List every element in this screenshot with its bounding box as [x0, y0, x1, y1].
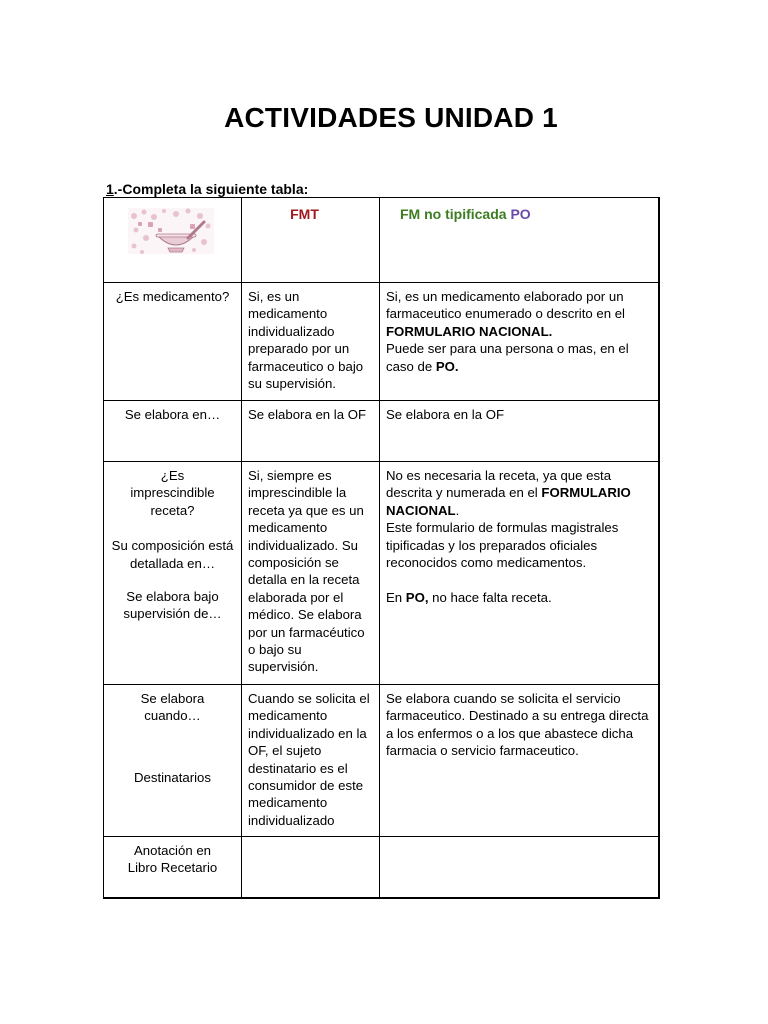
row-label-cell — [104, 283, 242, 401]
instruction-text: .-Completa la siguiente tabla: — [113, 181, 309, 197]
row-label-cell — [104, 685, 242, 837]
header-fmt — [242, 198, 380, 283]
header-fm — [380, 198, 659, 283]
fm-text-bold: PO, — [405, 589, 429, 605]
row-label: Se elabora cuando… — [140, 691, 205, 724]
fm-cell — [380, 685, 659, 837]
header-image-cell — [104, 198, 242, 283]
table-row — [104, 401, 659, 462]
fmt-cell — [242, 283, 380, 401]
fm-text-part: Si, es un medicamento elaborado por un farmaceutico enumerado o descrito en el — [386, 289, 625, 322]
fm-cell — [380, 401, 659, 462]
header-fmt-label: FMT — [290, 206, 319, 222]
fm-text — [380, 283, 658, 375]
fm-text-part: no hace falta receta. — [428, 589, 552, 605]
table-row — [104, 837, 659, 898]
row-label: ¿Es medicamento? — [115, 289, 230, 304]
fm-cell — [380, 283, 659, 401]
fmt-text: Se elabora en la OF — [248, 407, 367, 422]
table-row — [104, 685, 659, 837]
fmt-cell — [242, 685, 380, 837]
fmt-cell — [242, 462, 380, 685]
fm-text-part: Este formulario de formulas magistrales tipificadas y los preparados oficiales reconocidos como medicamentos. — [386, 520, 619, 571]
row-label: Su composición está detallada en… — [111, 538, 234, 571]
fm-text-part: Puede ser para una persona o mas, en el caso de — [386, 341, 629, 374]
instruction-number: 1 — [106, 181, 114, 197]
table-header-row — [104, 198, 659, 283]
fm-text-bold: FORMULARIO NACIONAL — [386, 485, 631, 518]
fm-cell — [380, 462, 659, 685]
fmt-cell — [242, 837, 380, 898]
page-title: ACTIVIDADES UNIDAD 1 — [224, 102, 558, 133]
row-label: Se elabora bajo supervisión de… — [123, 589, 222, 622]
fm-text-bold: FORMULARIO NACIONAL. — [386, 323, 553, 339]
row-label-cell — [104, 462, 242, 685]
fmt-cell — [242, 401, 380, 462]
fm-text — [380, 837, 658, 842]
fmt-text: Cuando se solicita el medicamento individualizado en la OF, el sujeto destinatario es el consumidor de este medicamento individualizado — [248, 691, 370, 828]
fm-text: Se elabora en la OF — [386, 407, 505, 422]
fmt-text: Si, siempre es imprescindible la receta ya que es un medicamento individualizado. Su composición se detalla en la receta elaborada por el médico. Se elabora por un farmacéutico o bajo su supervisión. — [248, 468, 365, 675]
row-label: Se elabora en… — [124, 407, 221, 422]
fm-text-part: . — [455, 502, 460, 518]
mortar-pestle-icon — [128, 208, 214, 254]
fm-cell — [380, 837, 659, 898]
fm-text-part: En — [386, 589, 406, 605]
fmt-text: Si, es un medicamento individualizado preparado por un farmaceutico o bajo su supervisión. — [248, 289, 364, 392]
row-label: ¿Es imprescindible receta? — [130, 468, 215, 518]
fm-text-bold: PO. — [435, 358, 459, 374]
fm-text: Se elabora cuando se solicita el servicio farmaceutico. Destinado a su entrega directa a los enfermos o a los que abastece dicha farmacia o servicio farmaceutico. — [386, 691, 649, 759]
comparison-table — [103, 197, 660, 899]
header-po-label: PO — [510, 206, 531, 222]
instruction — [106, 181, 308, 197]
row-label-cell — [104, 837, 242, 898]
table-row — [104, 283, 659, 401]
fm-text-part: No es necesaria la receta, ya que esta descrita y numerada en el — [386, 468, 612, 501]
row-label-cell — [104, 401, 242, 462]
fmt-text — [242, 837, 379, 842]
header-fm-label: FM no tipificada — [400, 206, 507, 222]
row-label: Anotación en Libro Recetario — [127, 843, 218, 876]
table-row — [104, 462, 659, 685]
row-label: Destinatarios — [134, 769, 211, 785]
fm-text — [380, 462, 658, 606]
